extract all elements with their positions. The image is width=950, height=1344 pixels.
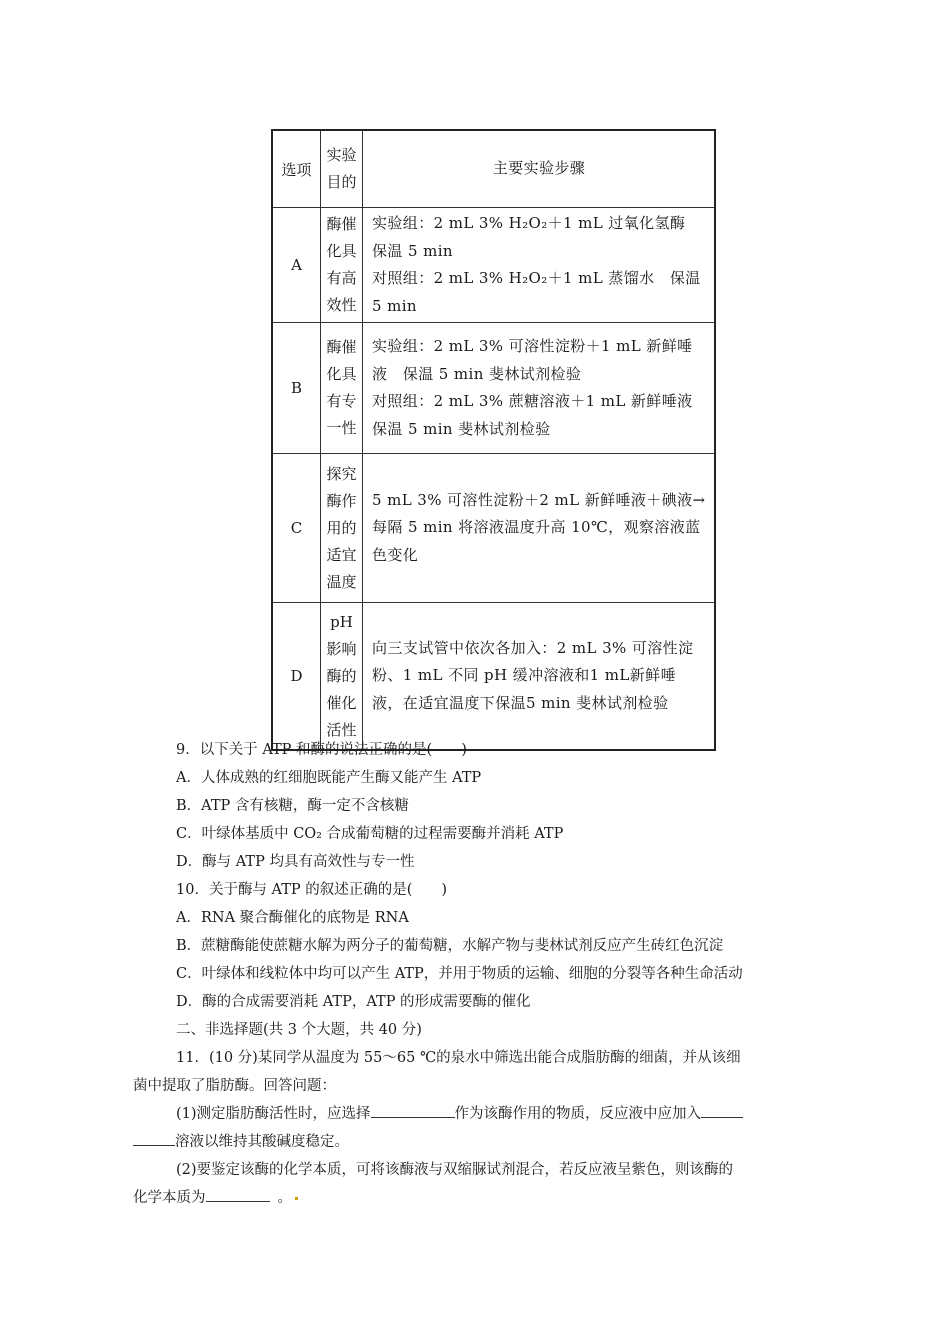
part1-text-b: 作为该酶作用的物质，反应液中应加入 [454,1106,702,1122]
answer-blank-2[interactable] [701,1101,743,1118]
goal-line: 影响 [326,639,357,658]
row-goal [321,208,363,323]
row-goal [321,454,363,603]
goal-line: 用的 [326,518,357,537]
question-10-option-d: D．酶的合成需要消耗 ATP，ATP 的形成需要酶的催化 [176,994,531,1010]
table-header-row [272,130,715,208]
mark-dot [295,1197,298,1200]
question-10-stem: 10．关于酶与 ATP 的叙述正确的是( ) [176,882,448,898]
goal-line: 温度 [326,572,357,591]
part1-text-a: (1)测定脂肪酶活性时，应选择 [176,1106,371,1122]
table-row [272,454,715,603]
question-11-part2: (2)要鉴定该酶的化学本质，可将该酶液与双缩脲试剂混合，若反应液呈紫色，则该酶的 [176,1162,734,1178]
header-steps: 主要实验步骤 [363,130,716,208]
goal-line: 有专 [326,392,357,410]
row-steps: 实验组：2 mL 3% H₂O₂＋1 mL 过氧化氢酶 保温 5 min 对照组：2 mL 3% H₂O₂＋1 mL 蒸馏水 保温 5 min [363,208,716,323]
table-row [272,323,715,454]
table-row [272,208,715,323]
header-goal-line: 实验 [326,146,357,164]
row-option: D [272,603,321,751]
question-9-option-d: D．酶与 ATP 均具有高效性与专一性 [176,854,415,870]
goal-line: 化具 [326,242,357,260]
row-goal [321,603,363,751]
goal-line: 探究 [326,464,357,483]
question-11-part2-cont [133,1184,816,1212]
row-steps: 实验组：2 mL 3% 可溶性淀粉＋1 mL 新鲜唾液 保温 5 min 斐林试剂检验 对照组：2 mL 3% 蔗糖溶液＋1 mL 新鲜唾液 保温 5 min 斐林试剂检验 [363,323,716,454]
table-row [272,603,715,751]
goal-line: 效性 [326,296,357,314]
question-9-option-b: B．ATP 含有核糖，酶一定不含核糖 [176,798,409,814]
part2-text-b: 化学本质为 [133,1190,206,1206]
question-10-option-a: A．RNA 聚合酶催化的底物是 RNA [176,910,409,926]
goal-line: 活性 [326,720,357,739]
question-11-stem-cont: 菌中提取了脂肪酶。回答问题： [133,1078,336,1094]
row-option: B [272,323,321,454]
questions-section [133,736,816,1212]
question-11-part1-cont [133,1128,816,1156]
question-11-stem: 11．(10 分)某同学从温度为 55～65 ℃的泉水中筛选出能合成脂肪酶的细菌，并从该细 [176,1050,741,1066]
goal-line: 酶的 [326,666,357,685]
part2-text-c: 。 [277,1190,292,1206]
row-steps: 向三支试管中依次各加入：2 mL 3% 可溶性淀粉、1 mL 不同 pH 缓冲溶液和1 mL新鲜唾液，在适宜温度下保温5 min 斐林试剂检验 [363,603,716,751]
question-10-option-b: B．蔗糖酶能使蔗糖水解为两分子的葡萄糖，水解产物与斐林试剂反应产生砖红色沉淀 [176,938,724,954]
row-option: A [272,208,321,323]
header-goal [321,130,363,208]
question-10-option-c: C．叶绿体和线粒体中均可以产生 ATP，并用于物质的运输、细胞的分裂等各种生命活动 [176,966,743,982]
goal-line: 适宜 [326,545,357,564]
goal-line: 一性 [326,419,357,437]
question-9-option-a: A．人体成熟的红细胞既能产生酶又能产生 ATP [176,770,482,786]
goal-line: pH [330,612,353,631]
row-goal [321,323,363,454]
header-goal-line: 目的 [326,173,357,191]
answer-blank-2-cont[interactable] [133,1129,175,1146]
goal-line: 酶催 [326,338,357,356]
goal-line: 酶催 [326,215,357,233]
section-heading: 二、非选择题(共 3 个大题，共 40 分) [176,1022,422,1038]
answer-blank-1[interactable] [371,1101,455,1118]
question-9-option-c: C．叶绿体基质中 CO₂ 合成葡萄糖的过程需要酶并消耗 ATP [176,826,564,842]
goal-line: 有高 [326,269,357,287]
header-option: 选项 [272,130,321,208]
row-steps: 5 mL 3% 可溶性淀粉＋2 mL 新鲜唾液＋碘液→每隔 5 min 将溶液温度升高 10℃，观察溶液蓝色变化 [363,454,716,603]
goal-line: 化具 [326,365,357,383]
question-11-part1 [176,1100,816,1128]
answer-blank-3[interactable] [206,1185,270,1202]
goal-line: 催化 [326,693,357,712]
part1-text-c: 溶液以维持其酸碱度稳定。 [175,1134,349,1150]
row-option: C [272,454,321,603]
experiment-table [271,129,716,751]
question-9-stem: 9．以下关于 ATP 和酶的说法正确的是( ) [176,742,467,758]
goal-line: 酶作 [326,491,357,510]
